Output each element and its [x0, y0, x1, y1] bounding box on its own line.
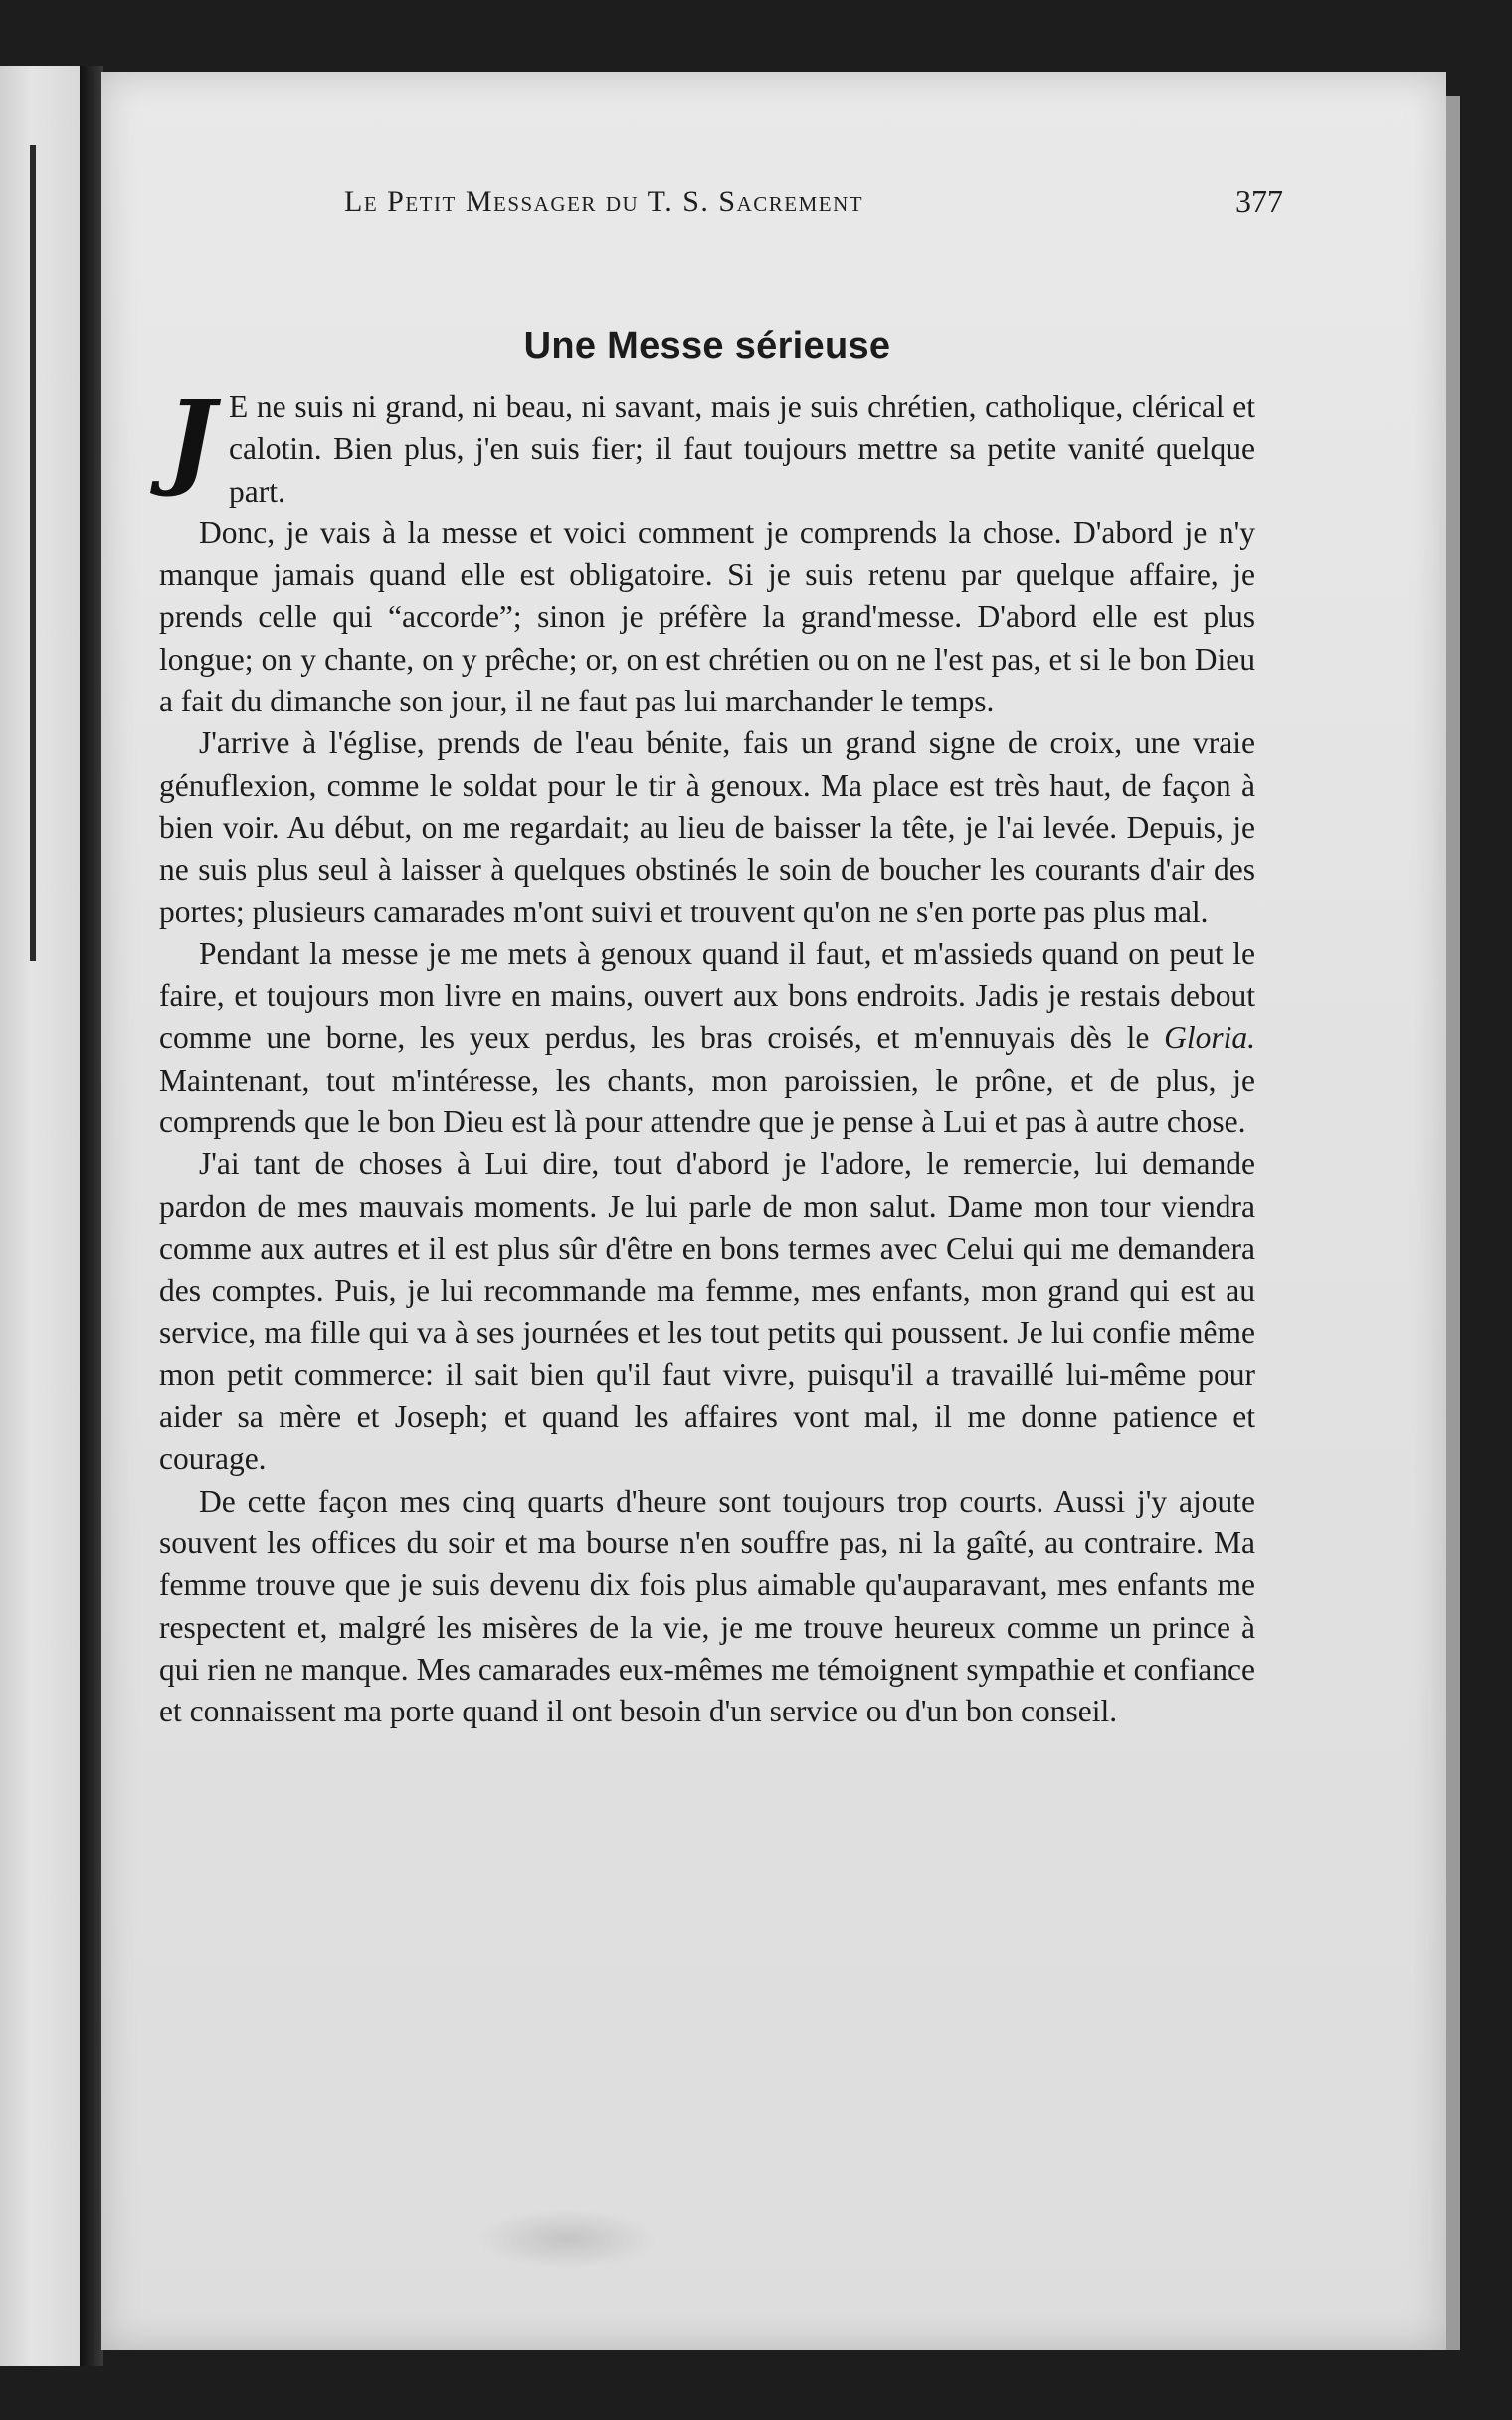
article-title: Une Messe sérieuse — [523, 325, 891, 367]
paragraph-6: De cette façon mes cinq quarts d'heure sont toujours trop courts. Aussi j'y ajoute souvent les offices du soir et ma bourse n'en souffre pas, ni la gaîté, au contraire. Ma femme trouve que je suis devenu dix fois plus aimable qu'auparavant, mes enfants me respectent et, malgré les misères de la vie, je me trouve heureux comme un prince à qui rien ne manque. Mes camarades eux-mêmes me témoignent sympathie et confiance et connaissent ma porte quand il ont besoin d'un service ou d'un bon conseil. — [159, 1483, 1255, 1729]
gloria-italic: Gloria. — [1164, 1020, 1255, 1056]
running-head — [239, 179, 1283, 235]
paragraph-4-text-a: Pendant la messe je me mets à genoux quand il faut, et m'assieds quand on peut le faire, et toujours mon livre en mains, ouvert aux bons endroits. Jadis je restais debout comme une borne, les yeux perdus, les bras croisés, et m'ennuyais dès le — [159, 935, 1255, 1056]
paragraph-1 — [159, 377, 1255, 512]
previous-page-rule — [30, 145, 36, 961]
lead-letter: E — [229, 389, 249, 424]
paragraph-4 — [159, 933, 1255, 1143]
binding-gutter — [80, 66, 103, 2366]
previous-page-edge — [0, 66, 80, 2366]
ink-smudge — [477, 2209, 657, 2269]
running-head-title: Le Petit Messager du T. S. Sacrement — [344, 185, 864, 218]
paragraph-2: Donc, je vais à la messe et voici comment je comprends la chose. D'abord je n'y manque jamais quand elle est obligatoire. Si je suis retenu par quelque affaire, je prends celle qui “accorde”; sinon je préfère la grand'messe. D'abord elle est plus longue; on y chante, on y prêche; or, on est chrétien ou on ne l'est pas, et si le bon Dieu a fait du dimanche son jour, il ne faut pas lui marchander le temps. — [159, 514, 1255, 719]
article-body — [159, 318, 1255, 1733]
right-page-edge — [1446, 96, 1460, 2350]
paragraph-4-text-b: Maintenant, tout m'intéresse, les chants, mon paroissien, le prône, et de plus, je comprends que le bon Dieu est là pour attendre que je pense à Lui et pas à autre chose. — [159, 1062, 1255, 1140]
paragraph-5: J'ai tant de choses à Lui dire, tout d'abord je l'adore, le remercie, lui demande pardon de mes mauvais moments. Je lui parle de mon salut. Dame mon tour viendra comme aux autres et il est plus sûr d'être en bons termes avec Celui qui me demandera des comptes. Puis, je lui recommande ma femme, mes enfants, mon grand qui est au service, ma fille qui va à ses journées et les tout petits qui poussent. Je lui confie même mon petit commerce: il sait bien qu'il faut vivre, puisqu'il a travaillé lui-même pour aider sa mère et Joseph; et quand les affaires vont mal, il me donne patience et courage. — [159, 1146, 1255, 1477]
paragraph-3: J'arrive à l'église, prends de l'eau bénite, fais un grand signe de croix, une vraie génuflexion, comme le soldat pour le tir à genoux. Ma place est très haut, de façon à bien voir. Au début, on me regardait; au lieu de baisser la tête, je l'ai levée. Depuis, je ne suis plus seul à laisser à quelques obstinés le soin de boucher les courants d'air des portes; plusieurs camarades m'ont suivi et trouvent qu'on ne s'en porte pas plus mal. — [159, 725, 1255, 929]
page-number: 377 — [1235, 183, 1283, 219]
paragraph-1-text: ne suis ni grand, ni beau, ni savant, mais je suis chrétien, catholique, clérical et calotin. Bien plus, j'en suis fier; il faut toujours mettre sa petite vanité quelque part. — [229, 389, 1255, 508]
drop-cap: J — [166, 377, 216, 500]
